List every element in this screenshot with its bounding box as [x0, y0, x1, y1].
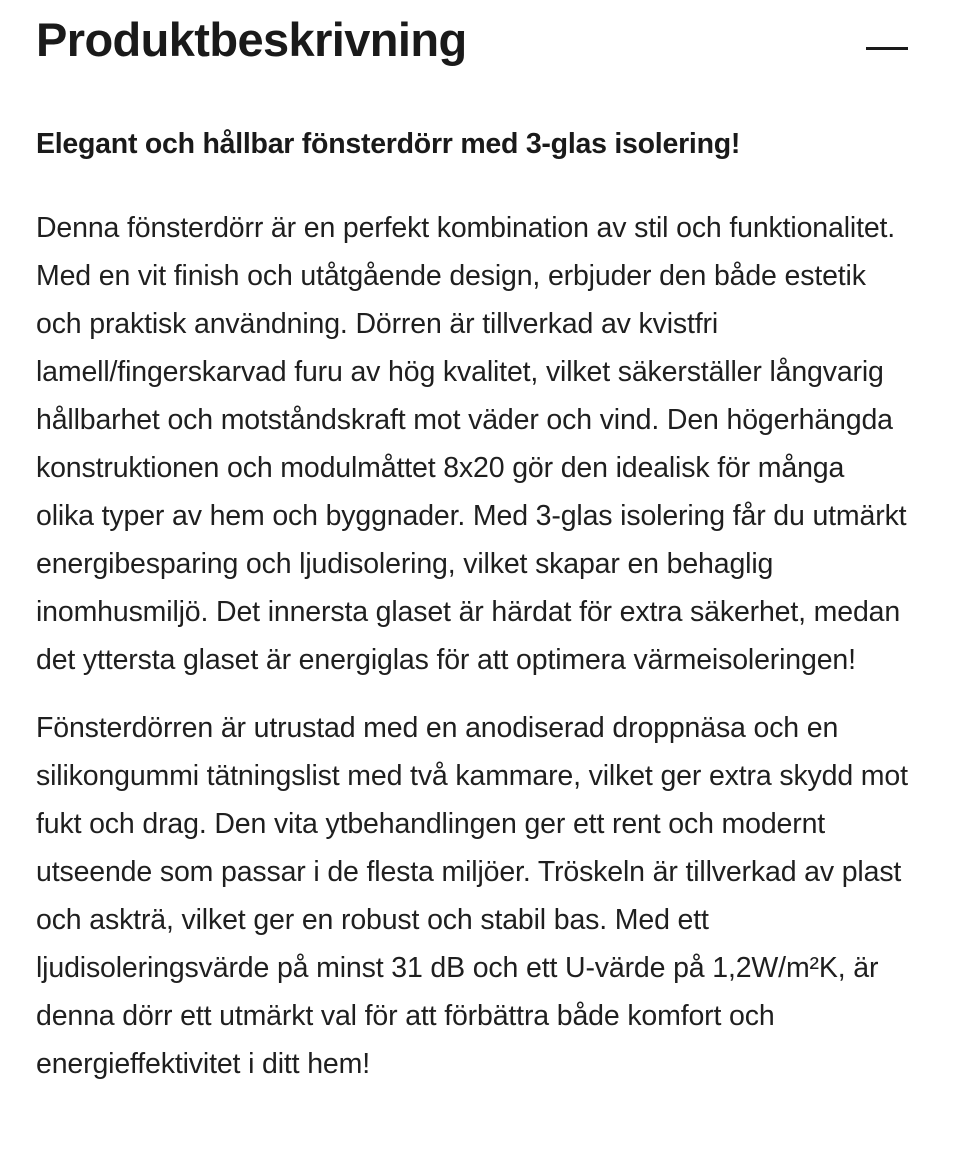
accordion-collapse-button[interactable]: [864, 38, 908, 58]
description-paragraph: Fönsterdörren är utrustad med en anodiserad droppnäsa och en silikongummi tätningslist med två kammare, vilket ger extra skydd mot fukt och drag. Den vita ytbehandlingen ger ett rent och modernt utseende som passar i de flesta miljöer. Tröskeln är tillverkad av plast och askträ, vilket ger en robust och stabil bas. Med ett ljudisoleringsvärde på minst 31 dB och ett U-värde på 1,2W/m²K, är denna dörr ett utmärkt val för att förbättra både komfort och energieffektivitet i ditt hem!: [36, 712, 908, 1081]
accordion-header-product-description[interactable]: [36, 0, 908, 66]
page-title: Produktbeskrivning: [36, 13, 467, 66]
accordion-panel-content: [36, 63, 908, 1088]
description-lead-heading: Elegant och hållbar fönsterdörr med 3-glas isolering!: [36, 128, 741, 160]
description-paragraph: Denna fönsterdörr är en perfekt kombination av stil och funktionalitet. Med en vit finish och utåtgående design, erbjuder den både estetik och praktisk användning. Dörren är tillverkad av kvistfri lamell/fingerskarvad furu av hög kvalitet, vilket säkerställer långvarig hållbarhet och motståndskraft mot väder och vind. Den högerhängda konstruktionen och modulmåttet 8x20 gör den idealisk för många olika typer av hem och byggnader. Med 3-glas isolering får du utmärkt energibesparing och ljudisolering, vilket skapar en behaglig inomhusmiljö. Det innersta glaset är härdat för extra säkerhet, medan det yttersta glaset är energiglas för att optimera värmeisoleringen!: [36, 212, 907, 677]
minus-icon: [866, 47, 908, 50]
